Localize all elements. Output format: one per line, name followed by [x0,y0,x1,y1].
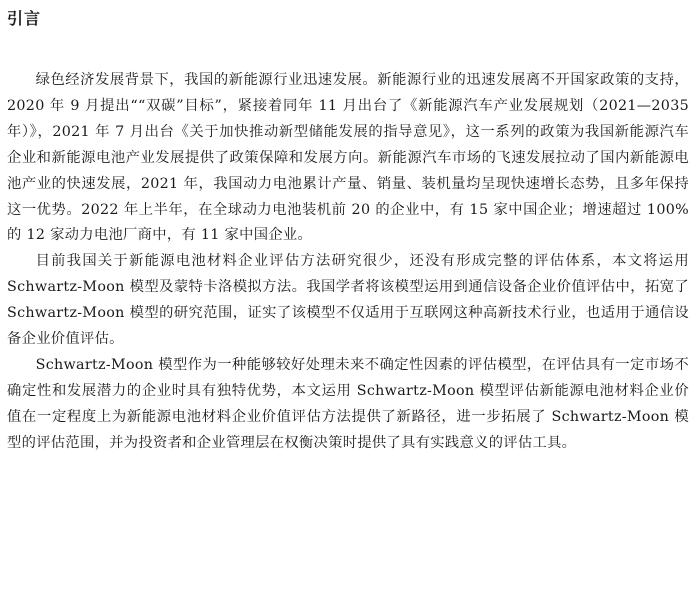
section-heading: 引言 [7,9,42,28]
paragraph-1: 绿色经济发展背景下，我国的新能源行业迅速发展。新能源行业的迅速发展离不开国家政策的支持，2020 年 9 月提出““双碳”目标”，紧接着同年 11 月出台了《新能源汽车产业发展规划（2021—2035 年）》，2021 年 7 月出台《关于加快推动新型储能发展的指导意见》，这一系列的政策为我国新能源汽车企业和新能源电池产业发展提供了政策保障和发展方向。新能源汽车市场的飞速发展拉动了国内新能源电池产业的快速发展，2021 年，我国动力电池累计产量、销量、装机量均呈现快速增长态势，且多年保持这一优势。2022 年上半年，在全球动力电池装机前 20 的企业中，有 15 家中国企业；增速超过 100% 的 12 家动力电池厂商中，有 11 家中国企业。 [7,72,689,244]
paragraph-2: 目前我国关于新能源电池材料企业评估方法研究很少，还没有形成完整的评估体系，本文将运用 Schwartz-Moon 模型及蒙特卡洛模拟方法。我国学者将该模型运用到通信设备企业价值评估中，拓宽了 Schwartz-Moon 模型的研究范围，证实了该模型不仅适用于互联网这种高新技术行业，也适用于通信设备企业价值评估。 [7,253,689,348]
body-text [7,68,689,457]
paragraph-3: Schwartz-Moon 模型作为一种能够较好处理未来不确定性因素的评估模型，在评估具有一定市场不确定性和发展潜力的企业时具有独特优势，本文运用 Schwartz-Moon 模型评估新能源电池材料企业价值在一定程度上为新能源电池材料企业价值评估方法提供了新路径，进一步拓展了 Schwartz-Moon 模型的评估范围，并为投资者和企业管理层在权衡决策时提供了具有实践意义的评估工具。 [7,356,689,451]
